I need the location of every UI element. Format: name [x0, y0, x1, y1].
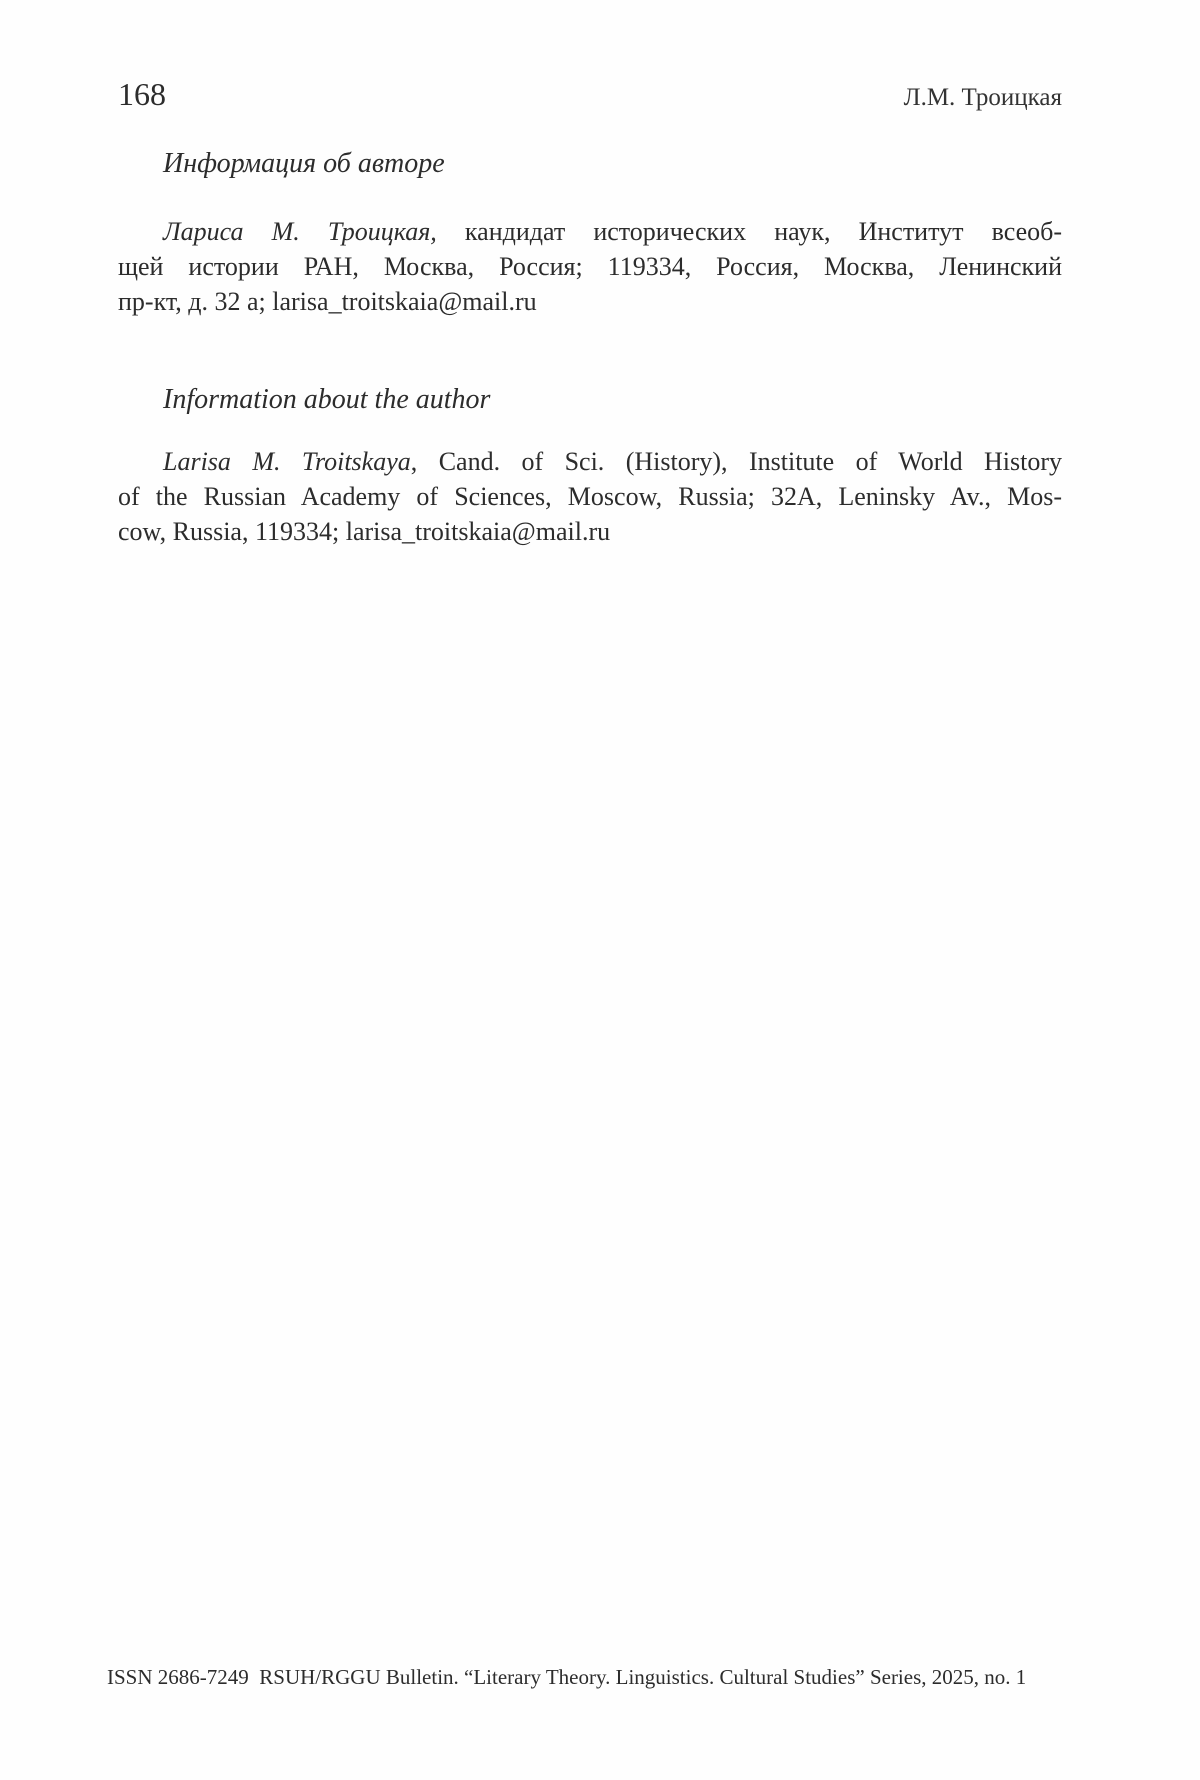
running-head: Л.М. Троицкая: [903, 84, 1062, 111]
text-line: cow, Russia, 119334; larisa_troitskaia@mail.ru: [118, 517, 611, 546]
line-text: кандидат исторических наук, Институт всеоб-: [436, 217, 1062, 246]
text-line: щей истории РАН, Москва, Россия; 119334, Россия, Москва, Ленинский: [118, 252, 1062, 281]
line-text: , Cand. of Sci. (History), Institute of World History: [410, 447, 1062, 476]
paragraph-en: [118, 444, 1062, 549]
text-line: пр-кт, д. 32 а; larisa_troitskaia@mail.ru: [118, 287, 537, 316]
footer-issn-line: ISSN 2686-7249 RSUH/RGGU Bulletin. “Literary Theory. Linguistics. Cultural Studies” Series, 2025, no. 1: [107, 1665, 1027, 1689]
paragraph-ru: [118, 214, 1062, 319]
text-line: of the Russian Academy of Sciences, Moscow, Russia; 32A, Leninsky Av., Mos-: [118, 482, 1062, 511]
author-name-ru: Лариса М. Троицкая,: [163, 217, 437, 246]
page-number: 168: [118, 76, 166, 112]
text-line: [118, 214, 1062, 249]
section-heading-ru: Информация об авторе: [163, 148, 445, 179]
text-line: [118, 444, 1062, 479]
author-name-en: Larisa M. Troitskaya: [163, 447, 411, 476]
section-heading-en: Information about the author: [163, 384, 491, 415]
page-header: [118, 78, 1062, 110]
